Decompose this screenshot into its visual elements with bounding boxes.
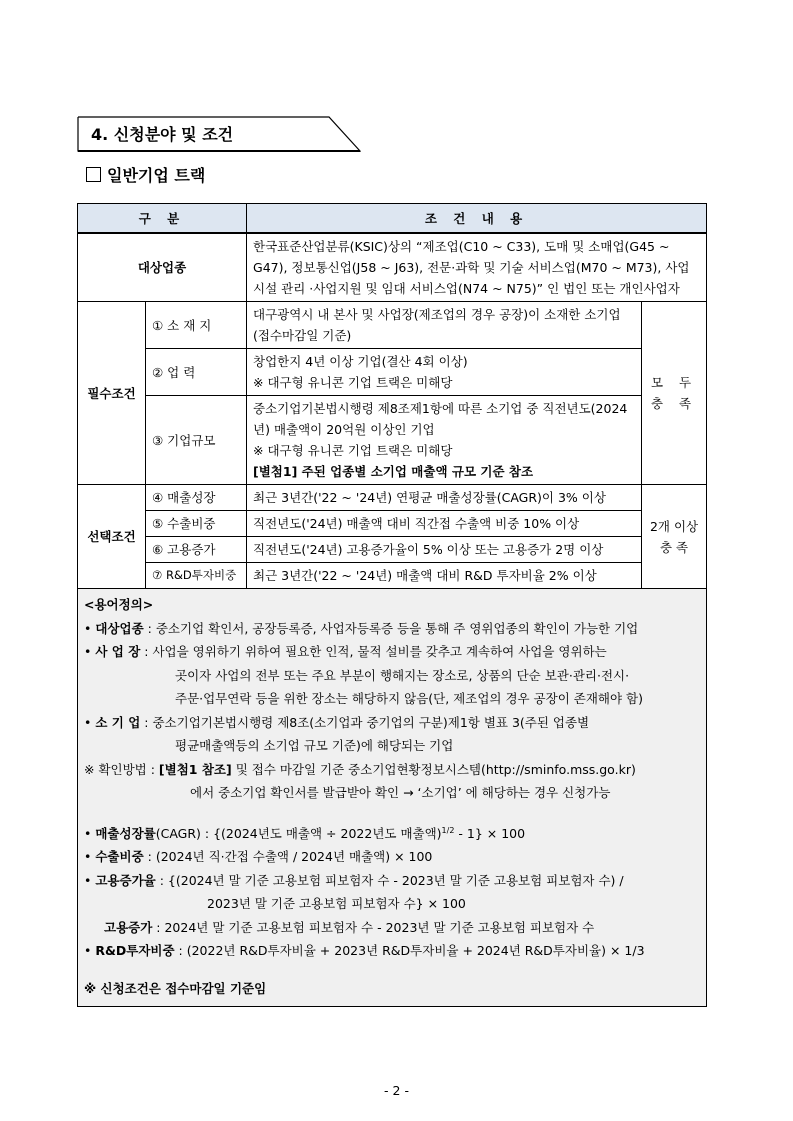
target-text: 한국표준산업분류(KSIC)상의 “제조업(C10 ~ C33), 도매 및 소매업(G45 ~ G47), 정보통신업(J58 ~ J63), 전문·과학 및 기술 서비스업(M70 ~ M73), 사업시설 관리 ·사업지원 및 임대 서비스업(N74 ~ N75)” 인 법인 또는 개인사업자 [247,233,707,302]
formula-cont: 2023년 말 기준 고용보험 피보험자 수} × 100 [207,896,466,912]
formula-item: • R&D투자비중 : (2022년 R&D투자비율 + 2023년 R&D투자비율 + 2024년 R&D투자비율) × 1/3 [84,943,645,959]
formula-term: 고용증가율 [95,872,156,888]
spacer [84,805,702,819]
formula-text: : {(2024년 말 기준 고용보험 피보험자 수 - 2023년 말 기준 고용보험 피보험자 수) / [159,872,624,888]
header-conditions: 조 건 내 용 [247,204,707,234]
formula-text: : 2024년 말 기준 고용보험 피보험자 수 - 2023년 말 기준 고용보험 피보험자 수 [156,919,595,935]
definition-cont: 평균매출액등의 소기업 규모 기준)에 해당되는 기업 [175,738,454,753]
definition-term: 사 업 장 [95,644,141,659]
required-item-ref: [별첨1] 주된 업종별 소기업 매출액 규모 기준 참조 [253,464,534,479]
formula-item: • 수출비중 : (2024년 직·간접 수출액 / 2024년 매출액) × 100 [84,849,433,865]
required-item-line: 중소기업기본법시행령 제8조제1항에 따른 소기업 중 직전년도(2024년) 매출액이 20억원 이상인 기업 [253,401,628,437]
required-row-1 [78,302,707,349]
required-item-line: 창업한지 4년 이상 기업(결산 4회 이상) [253,354,468,369]
table-header-row [78,204,707,234]
target-row [78,233,707,302]
definitions-title: <용어정의> [84,597,154,612]
optional-item-num: ⑤ 수출비중 [146,511,247,537]
target-label: 대상업종 [78,233,247,302]
required-item-text [247,396,642,485]
definition-cont: 곳이자 사업의 전부 또는 주요 부분이 행해지는 장소로, 상품의 단순 보관·관리·전시· [175,667,630,683]
formula-term: 매출성장률 [95,825,156,841]
sub-title [86,163,205,186]
definition-text: : 중소기업 확인서, 공장등록증, 사업자등록증 등을 통해 주 영위업종의 확인이 가능한 기업 [147,620,639,636]
optional-item-text: 최근 3년간('22 ~ '24년) 연평균 매출성장률(CAGR)이 3% 이상 [247,485,642,511]
final-note: ※ 신청조건은 접수마감일 기준임 [84,980,267,996]
required-item-line: ※ 대구형 유니콘 기업 트랙은 미해당 [253,443,453,458]
required-item-line: ※ 대구형 유니콘 기업 트랙은 미해당 [253,375,453,390]
formula-item: • 매출성장률(CAGR) : {(2024년도 매출액 ÷ 2022년도 매출액)$^{1/2}$ - 1} × 100 [84,825,526,841]
formula-item: • 고용증가율 : {(2024년 말 기준 고용보험 피보험자 수 - 2023년 말 기준 고용보험 피보험자 수) / [84,872,624,888]
definition-term: 소 기 업 [95,714,141,730]
definition-item: • 사 업 장 : 사업을 영위하기 위하여 필요한 인적, 물적 설비를 갖추고 계속하여 사업을 영위하는 [84,644,607,659]
section-title [77,116,360,150]
formula-sup: 1/2 [441,825,455,835]
check-prefix: ※ 확인방법 : [84,761,155,777]
required-note: 모 두 충 족 [642,302,707,485]
definitions-box [78,589,707,1007]
definition-term: 대상업종 [95,620,144,636]
required-row-3 [78,396,707,485]
optional-row-4 [78,563,707,589]
conditions-table [77,203,707,1007]
check-cont: 에서 중소기업 확인서를 발급받아 확인 → ‘소기업’ 에 해당하는 경우 신청가능 [190,785,611,800]
definition-item: • 대상업종 : 중소기업 확인서, 공장등록증, 사업자등록증 등을 통해 주 영위업종의 확인이 가능한 기업 [84,620,639,636]
page-number: - 2 - [384,1083,409,1098]
formula-text: : (2022년 R&D투자비율 + 2023년 R&D투자비율 + 2024년 R&D투자비율) × 1/3 [178,943,645,959]
spacer [84,963,702,977]
optional-item-num: ④ 매출성장 [146,485,247,511]
formula-term: R&D투자비중 [95,943,175,959]
optional-label: 선택조건 [78,485,146,589]
optional-item-num: ⑥ 고용증가 [146,537,247,563]
check-text: 및 접수 마감일 기준 중소기업현황정보시스템(http://sminfo.mss.go.kr) [235,761,636,777]
optional-note: 2개 이상 충 족 [642,485,707,589]
formula-item [84,916,702,940]
formula-term: 수출비중 [95,849,144,865]
definition-cont: 주문·업무연락 등을 위한 장소는 해당하지 않음(단, 제조업의 경우 공장이 존재해야 함) [175,691,643,706]
definitions-row [78,589,707,1007]
required-row-2 [78,349,707,396]
optional-item-num: ⑦ R&D투자비중 [146,563,247,589]
formula-text: (CAGR) : {(2024년도 매출액 ÷ 2022년도 매출액) [155,825,442,841]
check-ref: [별첨1 참조] [158,761,232,777]
sub-title-text: 일반기업 트랙 [107,166,206,185]
square-bullet-icon [86,167,101,182]
required-item-text [247,349,642,396]
formula-text: : (2024년 직·간접 수출액 / 2024년 매출액) × 100 [147,849,433,865]
formula-term: 고용증가 [104,919,153,935]
optional-item-text: 직전년도('24년) 고용증가율이 5% 이상 또는 고용증가 2명 이상 [247,537,642,563]
required-item-num: ③ 기업규모 [146,396,247,485]
optional-item-text: 최근 3년간('22 ~ '24년) 매출액 대비 R&D 투자비율 2% 이상 [247,563,642,589]
definition-text: : 중소기업기본법시행령 제8조(소기업과 중기업의 구분)제1항 별표 3(주된 업종별 [144,714,590,730]
header-category: 구 분 [78,204,247,234]
optional-row-2 [78,511,707,537]
required-item-num: ② 업 력 [146,349,247,396]
definition-text: : 사업을 영위하기 위하여 필요한 인적, 물적 설비를 갖추고 계속하여 사업을 영위하는 [144,644,607,659]
required-label: 필수조건 [78,302,146,485]
required-item-num: ① 소 재 지 [146,302,247,349]
definition-item: • 소 기 업 : 중소기업기본법시행령 제8조(소기업과 중기업의 구분)제1항 별표 3(주된 업종별 [84,714,590,730]
optional-item-text: 직전년도('24년) 매출액 대비 직간접 수출액 비중 10% 이상 [247,511,642,537]
required-item-text: 대구광역시 내 본사 및 사업장(제조업의 경우 공장)이 소재한 소기업(접수마감일 기준) [247,302,642,349]
section-title-text: 4. 신청분야 및 조건 [91,125,234,144]
optional-row-3 [78,537,707,563]
optional-row-1 [78,485,707,511]
check-method [84,758,702,782]
formula-text: - 1} × 100 [454,825,526,841]
